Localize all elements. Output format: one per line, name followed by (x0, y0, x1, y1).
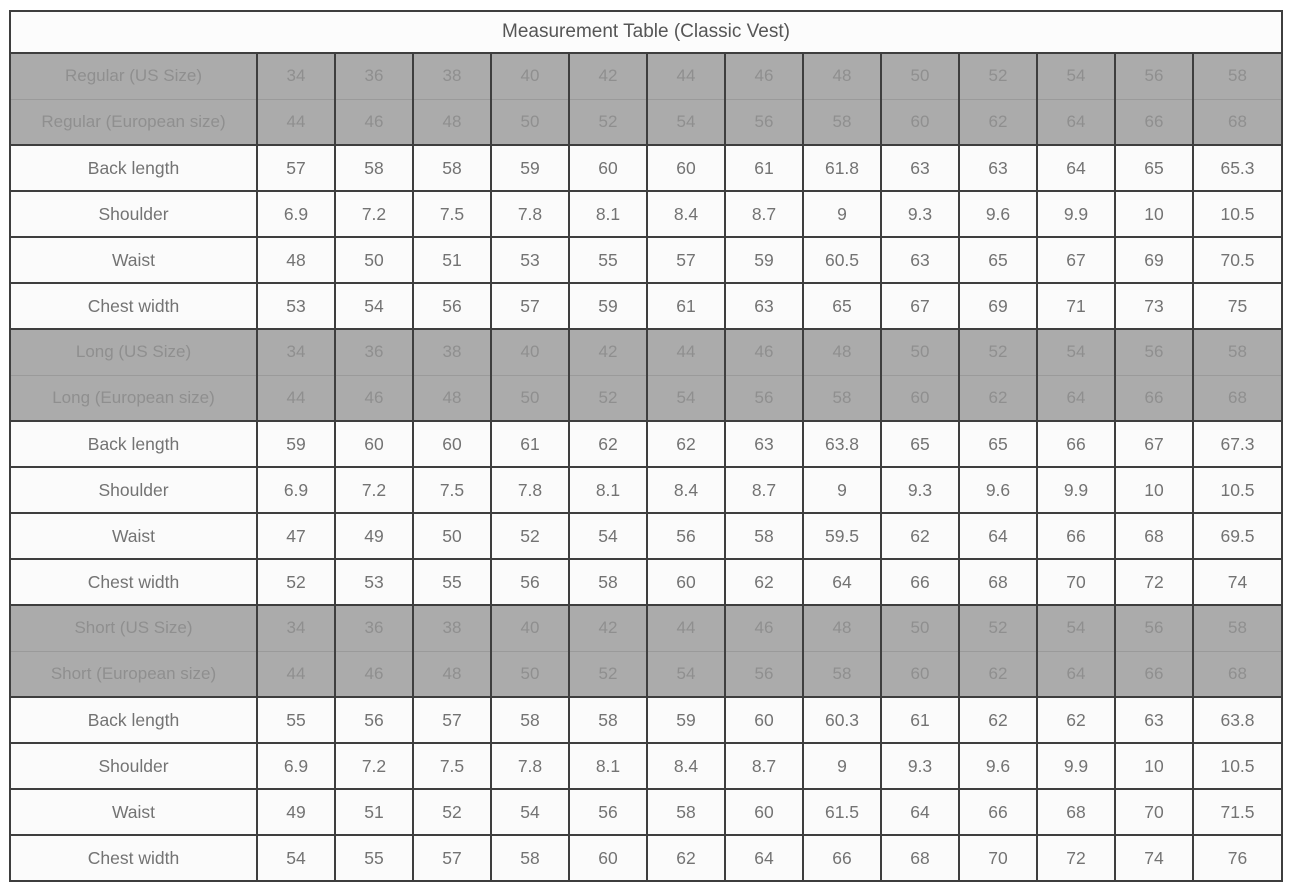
size-value-cell: 44 (257, 651, 335, 697)
measurement-value-cell: 58 (569, 697, 647, 743)
measurement-value-cell: 65 (1115, 145, 1193, 191)
measurement-value-cell: 58 (647, 789, 725, 835)
size-value-cell: 46 (335, 375, 413, 421)
size-value-cell: 56 (725, 375, 803, 421)
size-value-cell: 48 (803, 605, 881, 651)
measurement-value-cell: 49 (257, 789, 335, 835)
long-measurement-row (10, 467, 1282, 513)
measurement-value-cell: 51 (335, 789, 413, 835)
size-value-cell: 64 (1037, 375, 1115, 421)
measurement-value-cell: 65 (959, 237, 1037, 283)
measurement-value-cell: 50 (335, 237, 413, 283)
size-value-cell: 48 (413, 99, 491, 145)
size-value-cell: 54 (647, 651, 725, 697)
regular-us-size-label: Regular (US Size) (10, 53, 257, 99)
measurement-value-cell: 67.3 (1193, 421, 1282, 467)
long-us-size-label: Long (US Size) (10, 329, 257, 375)
size-value-cell: 44 (647, 53, 725, 99)
measurement-value-cell: 70 (1037, 559, 1115, 605)
measurement-value-cell: 61.5 (803, 789, 881, 835)
measurement-value-cell: 55 (257, 697, 335, 743)
short-eu-size-label: Short (European size) (10, 651, 257, 697)
short-measurement-row (10, 743, 1282, 789)
measurement-value-cell: 67 (881, 283, 959, 329)
regular-eu-size-label: Regular (European size) (10, 99, 257, 145)
measurement-value-cell: 62 (647, 421, 725, 467)
size-value-cell: 50 (491, 375, 569, 421)
measurement-value-cell: 64 (803, 559, 881, 605)
size-value-cell: 52 (959, 329, 1037, 375)
size-value-cell: 48 (413, 375, 491, 421)
measurement-value-cell: 63 (1115, 697, 1193, 743)
measurement-value-cell: 61 (881, 697, 959, 743)
long-measurement-row (10, 421, 1282, 467)
size-value-cell: 44 (647, 329, 725, 375)
short-measurement-row (10, 697, 1282, 743)
long-eu-size-header-row (10, 375, 1282, 421)
measurement-value-cell: 60 (569, 145, 647, 191)
measurement-label: Chest width (10, 283, 257, 329)
size-value-cell: 62 (959, 99, 1037, 145)
measurement-value-cell: 61.8 (803, 145, 881, 191)
size-value-cell: 54 (1037, 53, 1115, 99)
regular-eu-size-header-row (10, 99, 1282, 145)
long-measurement-row (10, 513, 1282, 559)
size-value-cell: 38 (413, 605, 491, 651)
size-value-cell: 52 (569, 375, 647, 421)
measurement-value-cell: 59 (647, 697, 725, 743)
size-value-cell: 50 (881, 605, 959, 651)
measurement-value-cell: 60 (335, 421, 413, 467)
size-value-cell: 36 (335, 53, 413, 99)
size-value-cell: 68 (1193, 375, 1282, 421)
size-value-cell: 48 (803, 329, 881, 375)
measurement-value-cell: 63.8 (1193, 697, 1282, 743)
long-us-size-header-row (10, 329, 1282, 375)
measurement-value-cell: 10 (1115, 743, 1193, 789)
measurement-value-cell: 67 (1037, 237, 1115, 283)
measurement-value-cell: 76 (1193, 835, 1282, 881)
size-value-cell: 54 (647, 375, 725, 421)
measurement-value-cell: 7.2 (335, 191, 413, 237)
measurement-value-cell: 60 (647, 145, 725, 191)
measurement-value-cell: 9 (803, 467, 881, 513)
measurement-value-cell: 60 (647, 559, 725, 605)
size-value-cell: 38 (413, 53, 491, 99)
measurement-value-cell: 69 (1115, 237, 1193, 283)
measurement-value-cell: 64 (959, 513, 1037, 559)
measurement-value-cell: 70 (959, 835, 1037, 881)
measurement-value-cell: 9.9 (1037, 743, 1115, 789)
size-value-cell: 58 (803, 651, 881, 697)
regular-us-size-header-row (10, 53, 1282, 99)
regular-measurement-row (10, 191, 1282, 237)
measurement-value-cell: 8.1 (569, 743, 647, 789)
size-value-cell: 48 (803, 53, 881, 99)
measurement-value-cell: 51 (413, 237, 491, 283)
measurement-value-cell: 57 (257, 145, 335, 191)
size-value-cell: 34 (257, 605, 335, 651)
measurement-value-cell: 7.2 (335, 467, 413, 513)
measurement-value-cell: 66 (959, 789, 1037, 835)
measurement-value-cell: 61 (725, 145, 803, 191)
measurement-label: Waist (10, 513, 257, 559)
size-value-cell: 54 (1037, 605, 1115, 651)
measurement-value-cell: 69 (959, 283, 1037, 329)
size-value-cell: 36 (335, 329, 413, 375)
measurement-value-cell: 59 (491, 145, 569, 191)
measurement-label: Waist (10, 237, 257, 283)
size-value-cell: 58 (1193, 53, 1282, 99)
measurement-value-cell: 65 (959, 421, 1037, 467)
measurement-value-cell: 52 (257, 559, 335, 605)
measurement-value-cell: 56 (335, 697, 413, 743)
measurement-value-cell: 56 (647, 513, 725, 559)
size-value-cell: 44 (647, 605, 725, 651)
measurement-value-cell: 73 (1115, 283, 1193, 329)
measurement-value-cell: 74 (1115, 835, 1193, 881)
measurement-value-cell: 7.5 (413, 467, 491, 513)
regular-measurement-row (10, 237, 1282, 283)
size-value-cell: 36 (335, 605, 413, 651)
measurement-value-cell: 71.5 (1193, 789, 1282, 835)
measurement-value-cell: 10.5 (1193, 191, 1282, 237)
size-value-cell: 34 (257, 53, 335, 99)
size-value-cell: 46 (335, 99, 413, 145)
measurement-value-cell: 8.1 (569, 191, 647, 237)
measurement-value-cell: 75 (1193, 283, 1282, 329)
measurement-value-cell: 8.7 (725, 191, 803, 237)
size-value-cell: 54 (1037, 329, 1115, 375)
measurement-value-cell: 59 (257, 421, 335, 467)
measurement-value-cell: 70.5 (1193, 237, 1282, 283)
measurement-value-cell: 58 (569, 559, 647, 605)
measurement-value-cell: 60 (725, 697, 803, 743)
size-value-cell: 56 (1115, 605, 1193, 651)
measurement-value-cell: 65.3 (1193, 145, 1282, 191)
size-value-cell: 66 (1115, 99, 1193, 145)
measurement-value-cell: 68 (959, 559, 1037, 605)
measurement-value-cell: 9.3 (881, 467, 959, 513)
size-value-cell: 40 (491, 53, 569, 99)
measurement-value-cell: 8.1 (569, 467, 647, 513)
size-value-cell: 58 (1193, 605, 1282, 651)
size-value-cell: 66 (1115, 375, 1193, 421)
size-value-cell: 50 (491, 99, 569, 145)
measurement-value-cell: 9 (803, 743, 881, 789)
measurement-value-cell: 49 (335, 513, 413, 559)
size-value-cell: 66 (1115, 651, 1193, 697)
regular-measurement-row (10, 283, 1282, 329)
size-value-cell: 60 (881, 99, 959, 145)
measurement-value-cell: 66 (881, 559, 959, 605)
size-value-cell: 60 (881, 375, 959, 421)
size-value-cell: 40 (491, 605, 569, 651)
size-value-cell: 52 (569, 99, 647, 145)
measurement-value-cell: 63.8 (803, 421, 881, 467)
size-value-cell: 58 (803, 99, 881, 145)
measurement-value-cell: 69.5 (1193, 513, 1282, 559)
measurement-value-cell: 6.9 (257, 467, 335, 513)
size-value-cell: 50 (881, 53, 959, 99)
size-value-cell: 50 (881, 329, 959, 375)
size-value-cell: 58 (1193, 329, 1282, 375)
measurement-value-cell: 57 (413, 697, 491, 743)
measurement-value-cell: 61 (647, 283, 725, 329)
measurement-value-cell: 63 (881, 237, 959, 283)
measurement-value-cell: 9.3 (881, 743, 959, 789)
measurement-value-cell: 52 (413, 789, 491, 835)
size-value-cell: 50 (491, 651, 569, 697)
measurement-value-cell: 56 (413, 283, 491, 329)
measurement-value-cell: 9.3 (881, 191, 959, 237)
measurement-value-cell: 60.3 (803, 697, 881, 743)
measurement-value-cell: 9.6 (959, 743, 1037, 789)
measurement-value-cell: 63 (959, 145, 1037, 191)
measurement-value-cell: 64 (725, 835, 803, 881)
measurement-value-cell: 9.9 (1037, 191, 1115, 237)
size-value-cell: 68 (1193, 99, 1282, 145)
measurement-value-cell: 9 (803, 191, 881, 237)
size-value-cell: 44 (257, 99, 335, 145)
measurement-value-cell: 59 (569, 283, 647, 329)
measurement-label: Chest width (10, 835, 257, 881)
size-value-cell: 56 (1115, 329, 1193, 375)
measurement-value-cell: 62 (959, 697, 1037, 743)
measurement-value-cell: 7.8 (491, 743, 569, 789)
measurement-value-cell: 68 (1115, 513, 1193, 559)
measurement-value-cell: 64 (1037, 145, 1115, 191)
size-value-cell: 62 (959, 651, 1037, 697)
measurement-value-cell: 7.8 (491, 467, 569, 513)
size-value-cell: 40 (491, 329, 569, 375)
measurement-value-cell: 68 (881, 835, 959, 881)
measurement-value-cell: 10.5 (1193, 743, 1282, 789)
measurement-value-cell: 58 (491, 697, 569, 743)
size-value-cell: 42 (569, 605, 647, 651)
measurement-value-cell: 60 (413, 421, 491, 467)
measurement-table (9, 10, 1283, 882)
measurement-value-cell: 65 (881, 421, 959, 467)
measurement-value-cell: 7.5 (413, 743, 491, 789)
measurement-value-cell: 65 (803, 283, 881, 329)
size-value-cell: 46 (725, 605, 803, 651)
measurement-value-cell: 58 (413, 145, 491, 191)
measurement-value-cell: 57 (491, 283, 569, 329)
measurement-value-cell: 66 (1037, 421, 1115, 467)
size-value-cell: 64 (1037, 99, 1115, 145)
size-value-cell: 46 (335, 651, 413, 697)
short-measurement-row (10, 789, 1282, 835)
measurement-value-cell: 64 (881, 789, 959, 835)
measurement-value-cell: 10 (1115, 467, 1193, 513)
table-title-row (10, 11, 1282, 53)
measurement-value-cell: 63 (881, 145, 959, 191)
size-value-cell: 46 (725, 53, 803, 99)
size-value-cell: 34 (257, 329, 335, 375)
measurement-value-cell: 66 (1037, 513, 1115, 559)
measurement-value-cell: 60 (569, 835, 647, 881)
measurement-value-cell: 74 (1193, 559, 1282, 605)
measurement-label: Back length (10, 145, 257, 191)
measurement-value-cell: 8.4 (647, 191, 725, 237)
measurement-value-cell: 62 (1037, 697, 1115, 743)
measurement-value-cell: 10.5 (1193, 467, 1282, 513)
measurement-value-cell: 9.6 (959, 467, 1037, 513)
size-value-cell: 52 (959, 605, 1037, 651)
measurement-value-cell: 55 (413, 559, 491, 605)
measurement-value-cell: 57 (647, 237, 725, 283)
measurement-value-cell: 71 (1037, 283, 1115, 329)
measurement-value-cell: 54 (335, 283, 413, 329)
size-value-cell: 52 (959, 53, 1037, 99)
measurement-value-cell: 53 (491, 237, 569, 283)
size-value-cell: 42 (569, 329, 647, 375)
measurement-label: Waist (10, 789, 257, 835)
size-value-cell: 56 (725, 651, 803, 697)
measurement-value-cell: 57 (413, 835, 491, 881)
measurement-value-cell: 67 (1115, 421, 1193, 467)
measurement-value-cell: 7.8 (491, 191, 569, 237)
size-value-cell: 64 (1037, 651, 1115, 697)
size-value-cell: 46 (725, 329, 803, 375)
size-value-cell: 56 (1115, 53, 1193, 99)
measurement-value-cell: 58 (725, 513, 803, 559)
measurement-value-cell: 53 (257, 283, 335, 329)
short-us-size-label: Short (US Size) (10, 605, 257, 651)
measurement-value-cell: 66 (803, 835, 881, 881)
measurement-label: Back length (10, 697, 257, 743)
measurement-value-cell: 8.4 (647, 743, 725, 789)
measurement-label: Back length (10, 421, 257, 467)
measurement-value-cell: 63 (725, 421, 803, 467)
measurement-value-cell: 68 (1037, 789, 1115, 835)
size-value-cell: 52 (569, 651, 647, 697)
measurement-value-cell: 62 (725, 559, 803, 605)
measurement-value-cell: 56 (569, 789, 647, 835)
measurement-value-cell: 63 (725, 283, 803, 329)
measurement-value-cell: 62 (569, 421, 647, 467)
measurement-value-cell: 54 (569, 513, 647, 559)
measurement-value-cell: 8.7 (725, 467, 803, 513)
measurement-value-cell: 54 (491, 789, 569, 835)
measurement-value-cell: 53 (335, 559, 413, 605)
measurement-value-cell: 60.5 (803, 237, 881, 283)
measurement-value-cell: 8.4 (647, 467, 725, 513)
size-value-cell: 58 (803, 375, 881, 421)
measurement-value-cell: 6.9 (257, 743, 335, 789)
table-title: Measurement Table (Classic Vest) (10, 11, 1282, 53)
size-value-cell: 44 (257, 375, 335, 421)
measurement-value-cell: 72 (1037, 835, 1115, 881)
measurement-value-cell: 59 (725, 237, 803, 283)
short-measurement-row (10, 835, 1282, 881)
regular-measurement-row (10, 145, 1282, 191)
measurement-value-cell: 9.9 (1037, 467, 1115, 513)
short-us-size-header-row (10, 605, 1282, 651)
measurement-value-cell: 10 (1115, 191, 1193, 237)
measurement-value-cell: 60 (725, 789, 803, 835)
measurement-label: Shoulder (10, 743, 257, 789)
size-value-cell: 42 (569, 53, 647, 99)
size-value-cell: 56 (725, 99, 803, 145)
short-eu-size-header-row (10, 651, 1282, 697)
measurement-value-cell: 8.7 (725, 743, 803, 789)
measurement-value-cell: 52 (491, 513, 569, 559)
size-value-cell: 60 (881, 651, 959, 697)
measurement-value-cell: 6.9 (257, 191, 335, 237)
size-value-cell: 48 (413, 651, 491, 697)
measurement-value-cell: 7.5 (413, 191, 491, 237)
size-value-cell: 38 (413, 329, 491, 375)
measurement-value-cell: 7.2 (335, 743, 413, 789)
measurement-value-cell: 54 (257, 835, 335, 881)
measurement-label: Chest width (10, 559, 257, 605)
measurement-value-cell: 62 (647, 835, 725, 881)
size-value-cell: 54 (647, 99, 725, 145)
measurement-value-cell: 62 (881, 513, 959, 559)
measurement-value-cell: 70 (1115, 789, 1193, 835)
measurement-value-cell: 47 (257, 513, 335, 559)
measurement-value-cell: 9.6 (959, 191, 1037, 237)
measurement-value-cell: 58 (491, 835, 569, 881)
measurement-value-cell: 55 (569, 237, 647, 283)
measurement-value-cell: 55 (335, 835, 413, 881)
measurement-value-cell: 72 (1115, 559, 1193, 605)
measurement-value-cell: 50 (413, 513, 491, 559)
measurement-value-cell: 59.5 (803, 513, 881, 559)
measurement-label: Shoulder (10, 191, 257, 237)
measurement-value-cell: 58 (335, 145, 413, 191)
size-value-cell: 68 (1193, 651, 1282, 697)
measurement-value-cell: 61 (491, 421, 569, 467)
size-value-cell: 62 (959, 375, 1037, 421)
measurement-value-cell: 56 (491, 559, 569, 605)
long-measurement-row (10, 559, 1282, 605)
measurement-label: Shoulder (10, 467, 257, 513)
long-eu-size-label: Long (European size) (10, 375, 257, 421)
measurement-value-cell: 48 (257, 237, 335, 283)
